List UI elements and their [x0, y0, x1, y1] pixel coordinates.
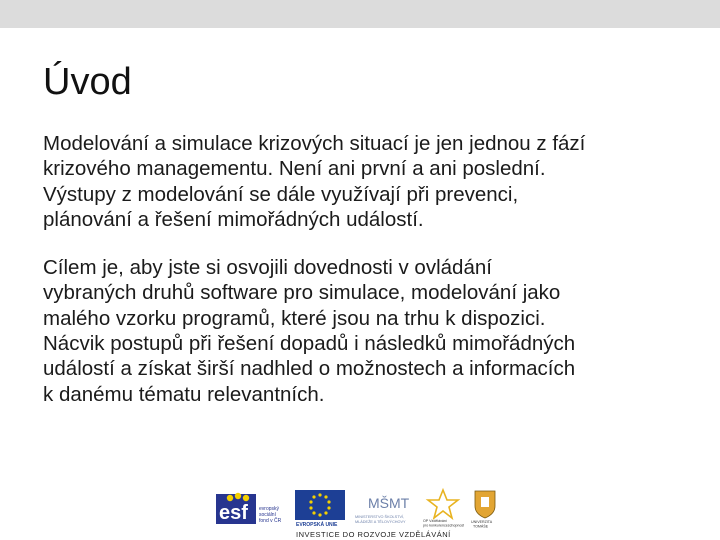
op-line: pro konkurenceschopnost [423, 523, 464, 528]
esf-logo [216, 488, 288, 528]
text-line: krizového managementu. Není ani první a ani poslední. [43, 157, 546, 181]
text-line: Cílem je, aby jste si osvojili dovednosti v ovládání [43, 256, 492, 280]
text-line: Nácvik postupů při řešení dopadů i následků mimořádných [43, 332, 576, 356]
university-crest-logo [470, 488, 500, 528]
text-line: k danému tématu relevantních. [43, 382, 325, 406]
msmt-logo [354, 488, 418, 528]
op-line: OP Vzdělávání [423, 519, 447, 523]
msmt-letters: MŠMT [368, 495, 410, 511]
text-line: Výstupy z modelování se dále využívají při prevenci, [43, 182, 519, 206]
esf-line: fond v ČR [259, 518, 282, 524]
esf-letters: esf [219, 502, 248, 524]
eu-flag-logo [292, 488, 348, 528]
op-star-logo [422, 488, 464, 528]
eu-caption: EVROPSKÁ UNIE [296, 522, 338, 528]
paragraph-goals [43, 255, 693, 407]
msmt-line: MINISTERSTVO ŠKOLSTVÍ, [355, 515, 405, 519]
msmt-line: MLÁDEŽE A TĚLOVÝCHOVY [355, 520, 406, 524]
text-line: vybraných druhů software pro simulace, modelování jako [43, 281, 561, 305]
logo-caption: INVESTICE DO ROZVOJE VZDĚLÁVÁNÍ [296, 530, 451, 539]
text-line: malého vzorku programů, které jsou na trhu k dispozici. [43, 306, 546, 330]
slide-title: Úvod [43, 61, 132, 103]
uni-line: UNIVERZITA [471, 520, 493, 524]
paragraph-intro [43, 131, 693, 232]
uni-line: TOMÁŠE [473, 524, 489, 528]
slide-body [43, 131, 693, 430]
funding-logos [216, 488, 500, 528]
esf-line: sociální [259, 512, 276, 518]
top-bar [0, 0, 720, 28]
text-line: událostí a získat širší nadhled o možnostech a informacích [43, 357, 576, 381]
esf-line: evropský [259, 506, 280, 512]
text-line: plánování a řešení mimořádných událostí. [43, 207, 424, 231]
text-line: Modelování a simulace krizových situací je jen jednou z fází [43, 132, 586, 155]
